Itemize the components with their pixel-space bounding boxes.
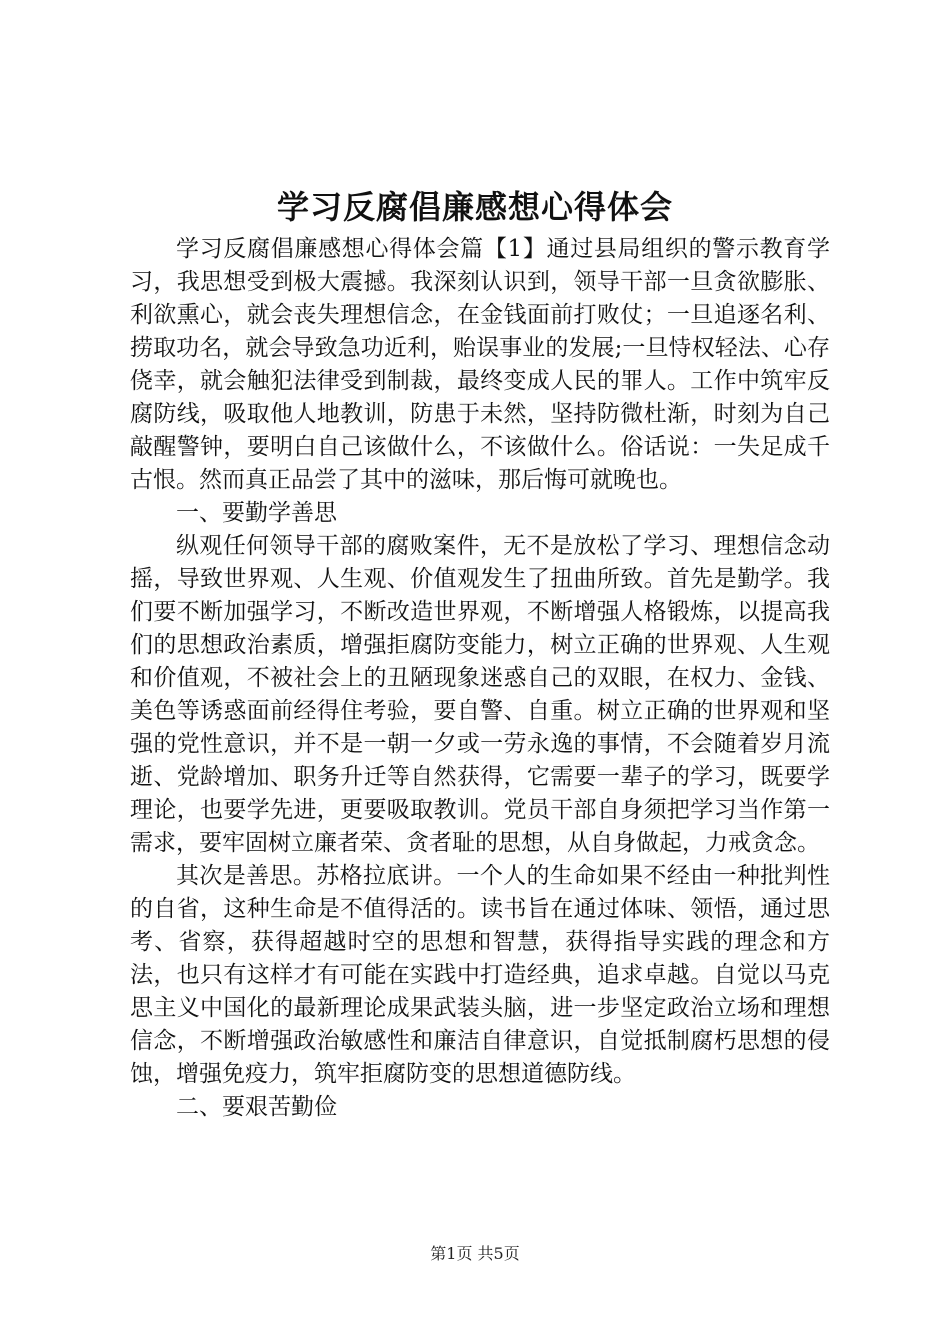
section-heading-1: 一、要勤学善思 [176,500,337,526]
page-number-footer: 第1页 共5页 [430,1244,520,1263]
document-body [130,233,830,1124]
paragraph-diligent-study: 纵观任何领导干部的腐败案件，无不是放松了学习、理想信念动摇，导致世界观、人生观、价值观发生了扭曲所致。首先是勤学。我们要不断加强学习，不断改造世界观，不断增强人格锻炼，以提高我们的思想政治素质，增强拒腐防变能力，树立正确的世界观、人生观和价值观，不被社会上的丑陋现象迷惑自己的双眼，在权力、金钱、美色等诱惑面前经得住考验，要自警、自重。树立正确的世界观和坚强的党性意识，并不是一朝一夕或一劳永逸的事情，不会随着岁月流逝、党龄增加、职务升迁等自然获得，它需要一辈子的学习，既要学理论，也要学先进，更要吸取教训。党员干部自身须把学习当作第一需求，要牢固树立廉者荣、贪者耻的思想，从自身做起，力戒贪念。 [130,533,830,856]
paragraph-good-thinking: 其次是善思。苏格拉底讲。一个人的生命如果不经由一种批判性的自省，这种生命是不值得活的。读书旨在通过体味、领悟，通过思考、省察，获得超越时空的思想和智慧，获得指导实践的理念和方法，也只有这样才有可能在实践中打造经典，追求卓越。自觉以马克思主义中国化的最新理论成果武装头脑，进一步坚定政治立场和理想信念，不断增强政治敏感性和廉洁自律意识，自觉抵制腐朽思想的侵蚀，增强免疫力，筑牢拒腐防变的思想道德防线。 [130,863,830,1087]
paragraph-intro: 学习反腐倡廉感想心得体会篇【1】通过县局组织的警示教育学习，我思想受到极大震撼。我深刻认识到，领导干部一旦贪欲膨胀、利欲熏心，就会丧失理想信念，在金钱面前打败仗；一旦追逐名利、捞取功名，就会导致急功近利，贻误事业的发展;一旦恃权轻法、心存侥幸，就会触犯法律受到制裁，最终变成人民的罪人。工作中筑牢反腐防线，吸取他人地教训，防患于未然，坚持防微杜渐，时刻为自己敲醒警钟，要明白自己该做什么，不该做什么。俗话说：一失足成千古恨。然而真正品尝了其中的滋味，那后悔可就晚也。 [130,236,830,493]
section-heading-2: 二、要艰苦勤俭 [176,1094,337,1120]
document-title: 学习反腐倡廉感想心得体会 [276,188,673,226]
